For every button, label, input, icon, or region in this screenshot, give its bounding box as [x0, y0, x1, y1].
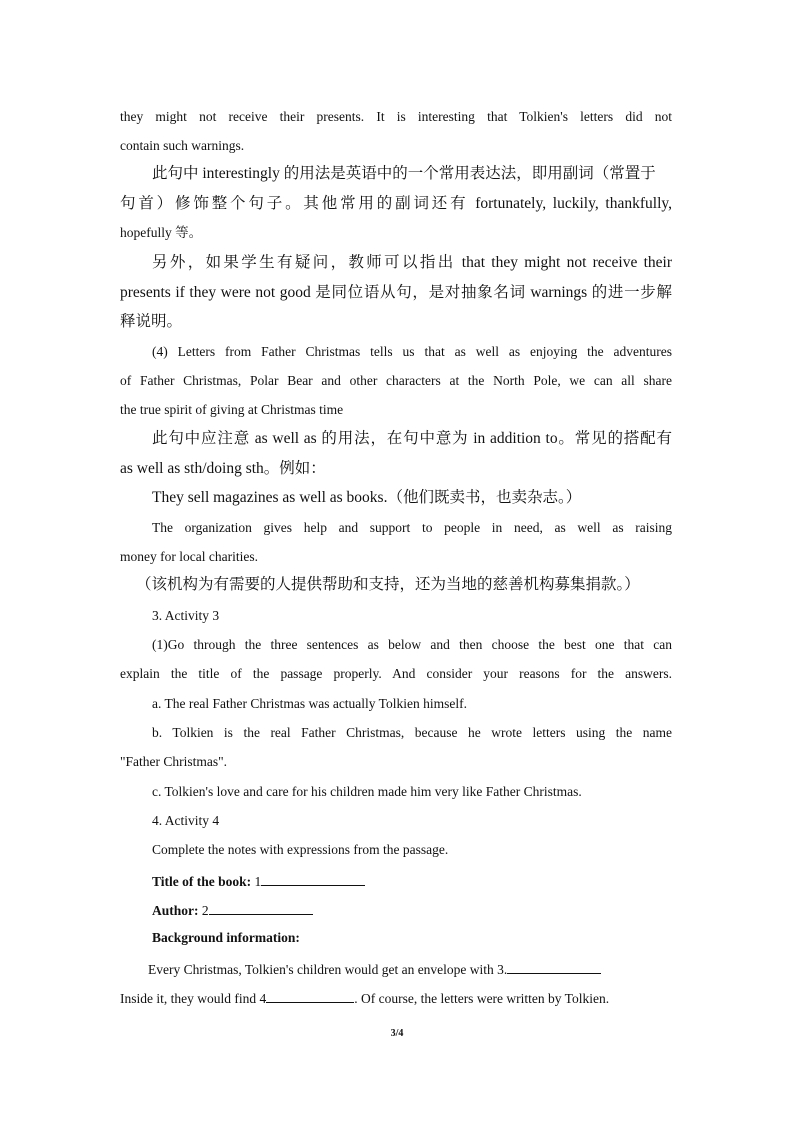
text-line: contain such warnings. — [120, 138, 245, 153]
text-line: 释说明。 — [120, 313, 183, 330]
text-line: 此句中应注意 as well as 的用法，在句中意为 in addition to。常见的搭配有 — [152, 430, 672, 447]
text-line: hopefully 等。 — [120, 225, 203, 240]
text-line: Complete the notes with expressions from the passage. — [152, 842, 449, 857]
background-label: Background information: — [152, 930, 300, 945]
author-row — [152, 900, 672, 920]
section-heading: 4. Activity 4 — [152, 813, 220, 828]
text-line: 此句中 interestingly 的用法是英语中的一个常用表达法，即用副词（常置于 — [152, 165, 656, 182]
background-text: Inside it, they would find 4 — [120, 991, 267, 1006]
blank-number: 1 — [251, 874, 262, 889]
text-line: as well as sth/doing sth。例如： — [120, 460, 326, 477]
title-of-book-row — [152, 871, 672, 891]
answer-blank-1[interactable] — [261, 871, 365, 886]
option-b: b. Tolkien is the real Father Christmas, because he wrote letters using the name — [152, 725, 672, 740]
blank-number: 2 — [198, 903, 209, 918]
page-number: 3/4 — [390, 1028, 404, 1039]
answer-blank-4[interactable] — [266, 988, 354, 1003]
text-line: they might not receive their presents. It is interesting that Tolkien's letters did not — [120, 109, 672, 124]
text-line: （该机构为有需要的人提供帮助和支持，还为当地的慈善机构募集捐款。） — [136, 576, 640, 593]
text-line: of Father Christmas, Polar Bear and other characters at the North Pole, we can all share — [120, 373, 672, 388]
text-line: (1)Go through the three sentences as below and then choose the best one that can — [152, 637, 672, 652]
background-line — [120, 988, 672, 1008]
answer-blank-3[interactable] — [507, 959, 601, 974]
author-label: Author: — [152, 903, 199, 918]
title-label: Title of the book: — [152, 874, 252, 889]
option-a: a. The real Father Christmas was actually Tolkien himself. — [152, 696, 467, 711]
text-line: The organization gives help and support to people in need, as well as raising — [152, 520, 672, 535]
text-line: "Father Christmas". — [120, 754, 228, 769]
text-line: 另外，如果学生有疑问，教师可以指出 that they might not receive their — [152, 254, 672, 271]
answer-blank-2[interactable] — [209, 900, 313, 915]
text-line: 句首）修饰整个句子。其他常用的副词还有 fortunately, luckily, thankfully, — [120, 195, 672, 212]
text-line: (4) Letters from Father Christmas tells us that as well as enjoying the adventures — [152, 344, 672, 359]
text-line: money for local charities. — [120, 549, 258, 564]
background-text: . Of course, the letters were written by Tolkien. — [354, 991, 610, 1006]
text-line: They sell magazines as well as books.（他们既卖书，也卖杂志。） — [152, 489, 582, 506]
text-line: presents if they were not good 是同位语从句，是对抽象名词 warnings 的进一步解 — [120, 284, 672, 301]
text-line: the true spirit of giving at Christmas time — [120, 402, 344, 417]
background-line — [148, 959, 672, 979]
section-heading: 3. Activity 3 — [152, 608, 220, 623]
background-text: Every Christmas, Tolkien's children would get an envelope with 3. — [148, 962, 508, 977]
text-line: explain the title of the passage properly. And consider your reasons for the answers. — [120, 666, 672, 681]
option-c: c. Tolkien's love and care for his children made him very like Father Christmas. — [152, 784, 582, 799]
